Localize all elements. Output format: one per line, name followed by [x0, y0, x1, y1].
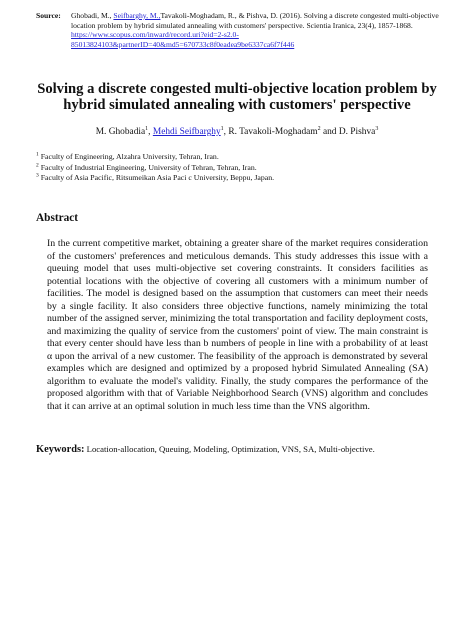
paper-title: Solving a discrete congested multi-objective location problem by hybrid simulated annealing with customers' perspective	[37, 81, 437, 113]
source-url-part2: 85013824103&partnerID=40&md5=670733c8f0eadea9be6337ca6f7f446	[71, 39, 295, 49]
author-affiliation-mark: 2	[317, 125, 321, 132]
affiliation-text: Faculty of Asia Pacific, Ritsumeikan Asia Paci c University, Beppu, Japan.	[40, 173, 275, 183]
abstract-text: In the current competitive market, obtaining a greater share of the market requires consideration of the customers' preferences and meticulous demands. This study addresses this issue with a queuing model that uses multi-objective set covering constraints. It considers facilities as potential locations with the objective of covering all customers with a minimum number of facilities. The model is designed based on the assumption that customers can meet their needs by a single facility. It also considers three objective functions, namely minimizing the total number of the assigned server, minimizing the total transportation and facility deployment costs, and maximizing the quality of service from the customers' point of view. The main constraint is that every center should have less than b numbers of people in line with a probability of at least α upon the arrival of a new customer. The feasibility of the approach is demonstrated by several examples which are designed and optimized by a proposed hybrid Simulated Annealing (SA) algorithm to evaluate the model's validity. Finally, the study compares the performance of the proposed algorithm with that of Variable Neighborhood Search (VNS) algorithm and concludes that it can arrive at an optimal solution in much less time than the VNS algorithm.	[47, 238, 428, 412]
affiliation-list	[36, 152, 436, 184]
keywords-label: Keywords:	[36, 444, 85, 455]
keywords	[36, 444, 446, 455]
affiliation-item	[36, 163, 436, 174]
abstract-heading: Abstract	[36, 212, 79, 224]
author-name: R. Tavakoli-Moghadam	[228, 127, 318, 137]
source-body	[71, 11, 440, 49]
author-name: D. Pishva	[338, 127, 376, 137]
source-prefix: Ghobadi, M.,	[71, 11, 114, 20]
source-url-link[interactable]	[71, 30, 294, 49]
affiliation-number: 3	[36, 172, 39, 179]
author-affiliation-mark: 1	[145, 125, 149, 132]
source-label: Source:	[36, 11, 61, 20]
affiliation-text: Faculty of Engineering, Alzahra University, Tehran, Iran.	[40, 152, 219, 161]
affiliation-item	[36, 173, 436, 184]
author-affiliation-mark: 1	[220, 125, 224, 132]
author-name-link[interactable]: Mehdi Seifbarghy	[152, 127, 221, 137]
author-name: M. Ghobadia	[95, 127, 146, 137]
source-reference: Tavakoli-Moghadam, R., & Pishva, D. (2016). Solving a discrete congested multi-objective location problem by hybrid simulated annealing with customers' perspective. Scientia Iranica, 23(4), 1857-1868.	[71, 11, 439, 30]
keywords-text: Location-allocation, Queuing, Modeling, Optimization, VNS, SA, Multi-objective.	[86, 444, 375, 454]
author-separator: and	[320, 127, 339, 137]
author-separator: ,	[223, 127, 229, 137]
author-list	[24, 127, 450, 137]
author-separator: ,	[148, 127, 153, 137]
affiliation-text: Faculty of Industrial Engineering, University of Tehran, Tehran, Iran.	[40, 162, 257, 172]
source-citation	[36, 11, 440, 49]
affiliation-number: 1	[36, 151, 39, 158]
source-url-part1: https://www.scopus.com/inward/record.uri?eid=2-s2.0-	[71, 30, 239, 40]
affiliation-item	[36, 152, 436, 163]
affiliation-number: 2	[36, 162, 39, 168]
author-affiliation-mark: 3	[375, 125, 379, 132]
source-author-link[interactable]: Seifbarghy, M.,	[113, 11, 161, 20]
